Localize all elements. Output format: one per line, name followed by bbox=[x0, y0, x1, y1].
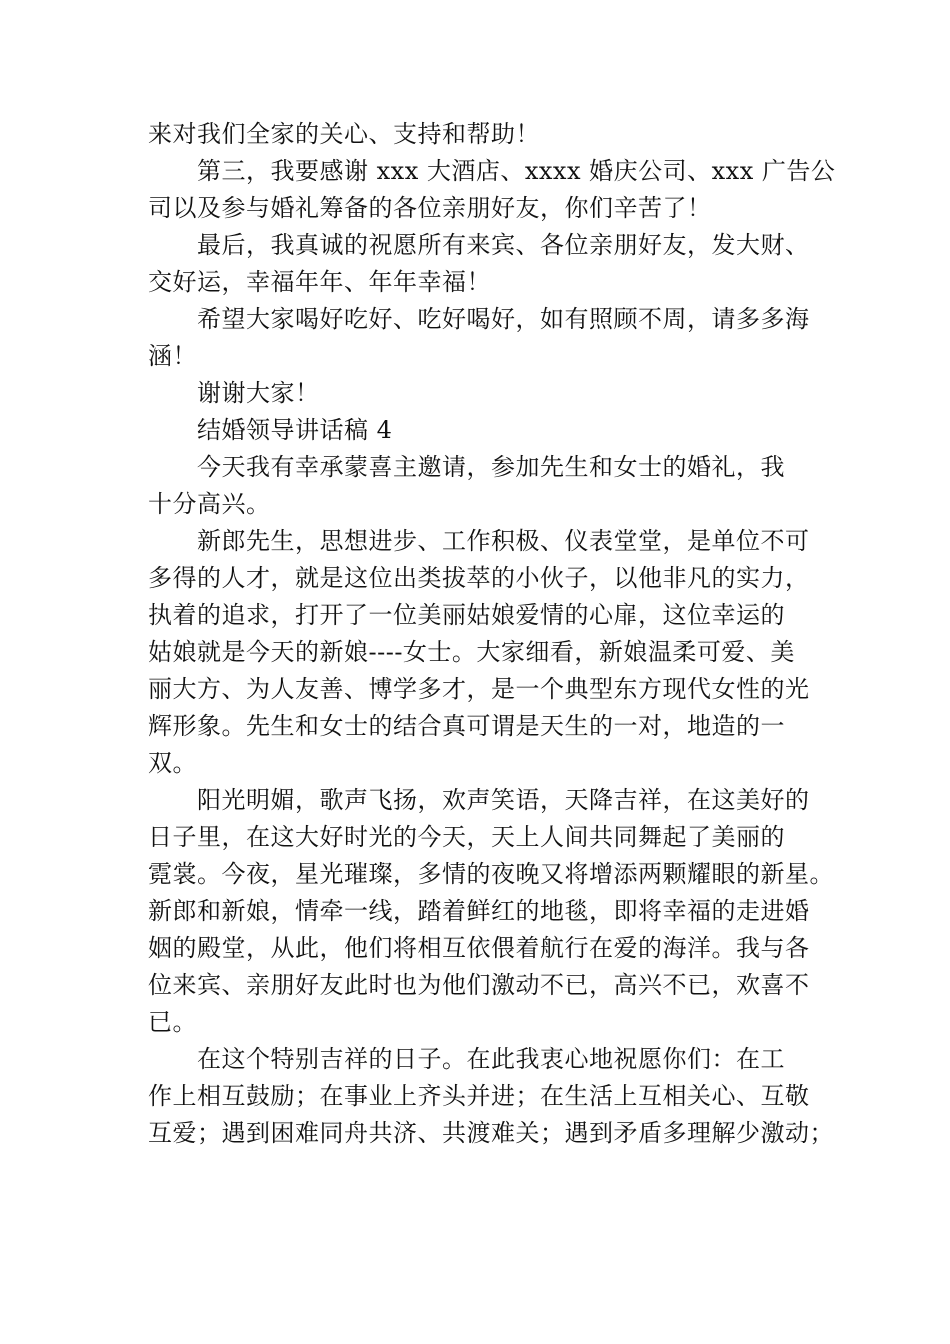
body-line: 互爱；遇到困难同舟共济、共渡难关；遇到矛盾多理解少激动； bbox=[148, 1119, 834, 1147]
body-line: 司以及参与婚礼筹备的各位亲朋好友，你们辛苦了！ bbox=[148, 194, 712, 222]
body-line: 作上相互鼓励；在事业上齐头并进；在生活上互相关心、互敬 bbox=[148, 1082, 810, 1110]
body-line: 日子里，在这大好时光的今天，天上人间共同舞起了美丽的 bbox=[148, 823, 785, 851]
paragraph-first-line: 今天我有幸承蒙喜主邀请，参加先生和女士的婚礼，我 bbox=[197, 453, 785, 481]
body-line: 多得的人才，就是这位出类拔萃的小伙子，以他非凡的实力， bbox=[148, 564, 810, 592]
body-line: 姑娘就是今天的新娘----女士。大家细看，新娘温柔可爱、美 bbox=[148, 638, 795, 666]
body-line: 来对我们全家的关心、支持和帮助！ bbox=[148, 120, 540, 148]
body-line: 执着的追求，打开了一位美丽姑娘爱情的心扉，这位幸运的 bbox=[148, 601, 785, 629]
body-line: 十分高兴。 bbox=[148, 490, 271, 518]
body-line: 已。 bbox=[148, 1008, 197, 1036]
body-line: 姻的殿堂，从此，他们将相互依偎着航行在爱的海洋。我与各 bbox=[148, 934, 810, 962]
paragraph-first-line: 谢谢大家！ bbox=[197, 379, 320, 407]
paragraph-first-line: 第三，我要感谢 xxx 大酒店、xxxx 婚庆公司、xxx 广告公 bbox=[197, 157, 836, 185]
paragraph-first-line: 在这个特别吉祥的日子。在此我衷心地祝愿你们：在工 bbox=[197, 1045, 785, 1073]
body-line: 辉形象。先生和女士的结合真可谓是天生的一对，地造的一 bbox=[148, 712, 785, 740]
section-title: 结婚领导讲话稿 4 bbox=[197, 416, 393, 444]
paragraph-first-line: 最后，我真诚的祝愿所有来宾、各位亲朋好友，发大财、 bbox=[197, 231, 810, 259]
body-line: 涵！ bbox=[148, 342, 197, 370]
body-line: 霓裳。今夜，星光璀璨，多情的夜晚又将增添两颗耀眼的新星。 bbox=[148, 860, 834, 888]
body-line: 新郎和新娘，情牵一线，踏着鲜红的地毯，即将幸福的走进婚 bbox=[148, 897, 810, 925]
paragraph-first-line: 希望大家喝好吃好、吃好喝好，如有照顾不周，请多多海 bbox=[197, 305, 810, 333]
paragraph-first-line: 新郎先生，思想进步、工作积极、仪表堂堂，是单位不可 bbox=[197, 527, 810, 555]
body-line: 位来宾、亲朋好友此时也为他们激动不已，高兴不已，欢喜不 bbox=[148, 971, 810, 999]
paragraph-first-line: 阳光明媚，歌声飞扬，欢声笑语，天降吉祥，在这美好的 bbox=[197, 786, 810, 814]
body-line: 丽大方、为人友善、博学多才，是一个典型东方现代女性的光 bbox=[148, 675, 810, 703]
body-line: 交好运，幸福年年、年年幸福！ bbox=[148, 268, 491, 296]
body-line: 双。 bbox=[148, 749, 197, 777]
document-body bbox=[148, 116, 836, 1152]
